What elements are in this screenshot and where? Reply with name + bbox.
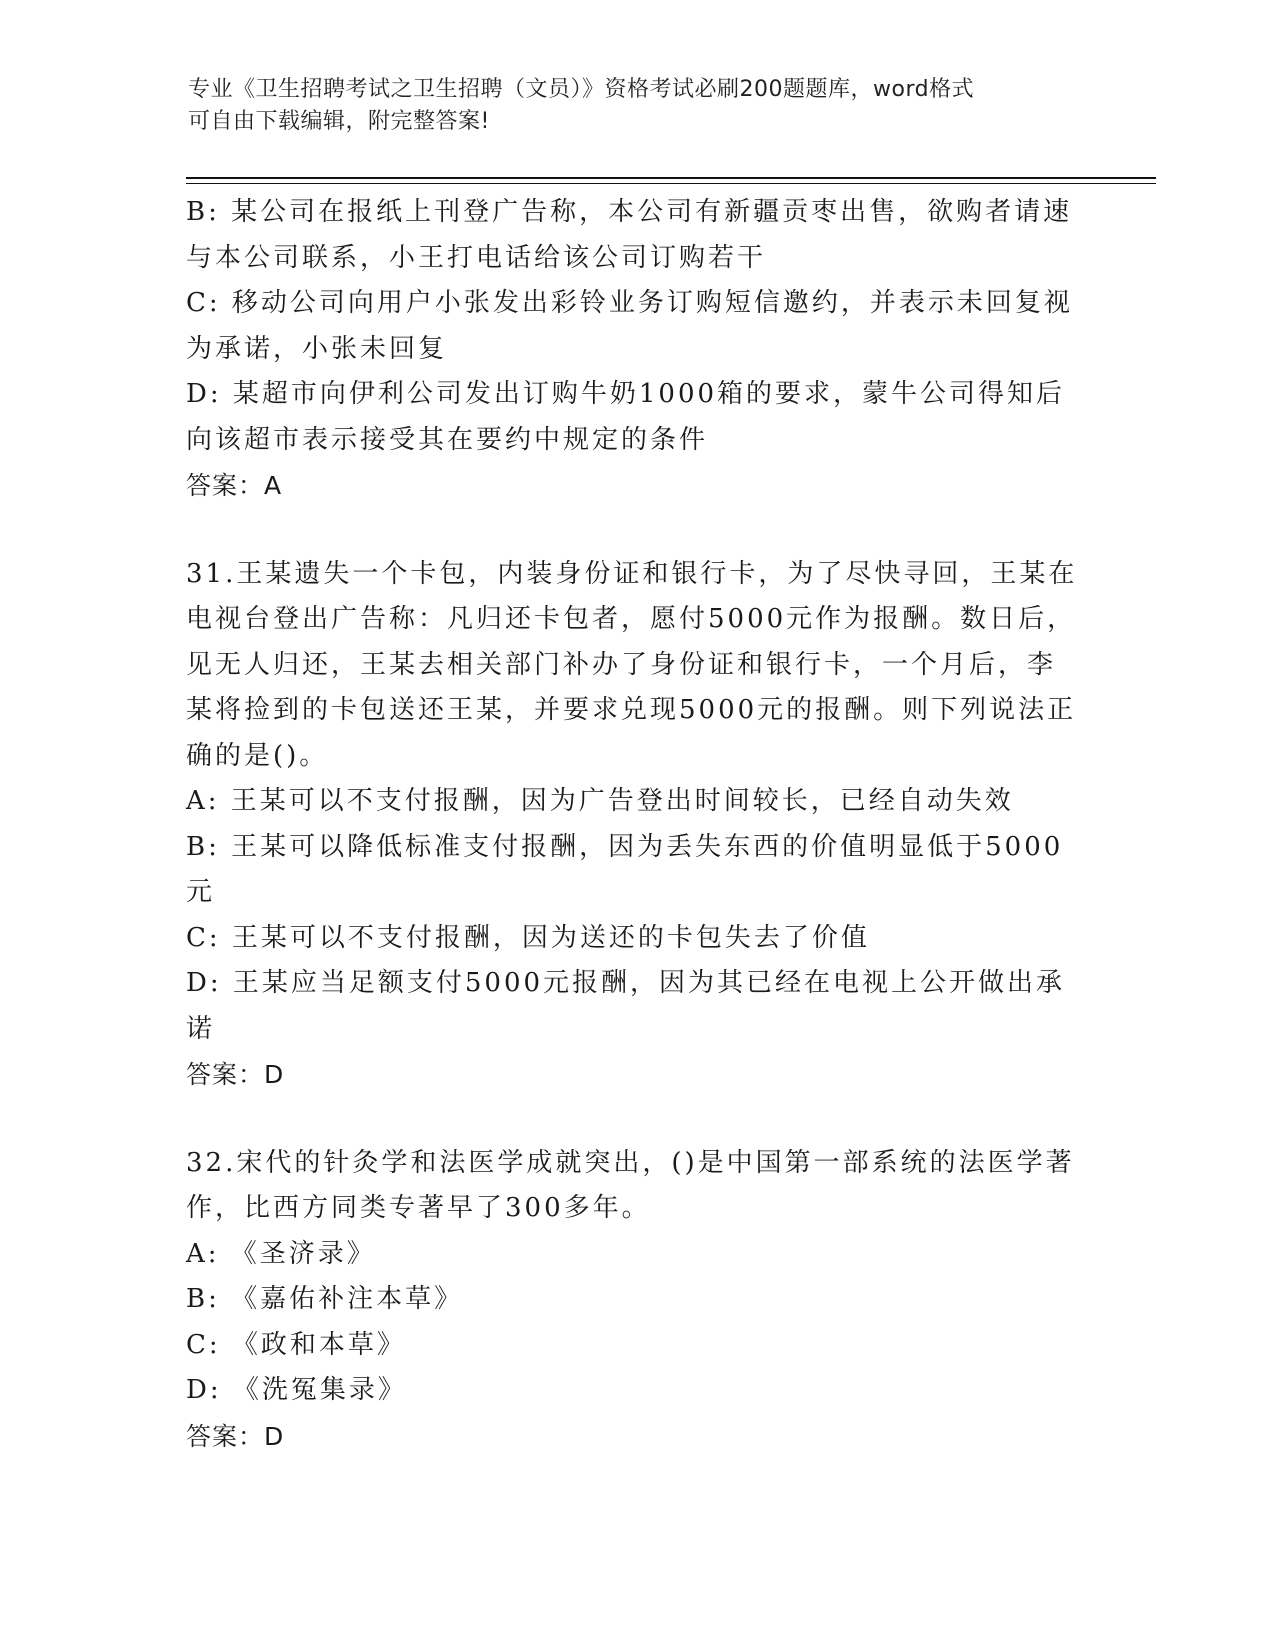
- option-b-line-1: B: 某公司在报纸上刊登广告称，本公司有新疆贡枣出售，欲购者请速: [186, 197, 1073, 227]
- question-content: [186, 190, 1086, 1459]
- question-stem-line-3: 见无人归还，王某去相关部门补办了身份证和银行卡，一个月后，李: [186, 649, 1057, 680]
- answer-label: 答案：D: [186, 1060, 285, 1089]
- header-rule-thick: [186, 177, 1156, 179]
- option-c: C: 《政和本草》: [186, 1329, 406, 1360]
- option-b-line-2: 与本公司联系，小王打电话给该公司订购若干: [186, 242, 767, 273]
- option-d-line-1: D: 某超市向伊利公司发出订购牛奶1000箱的要求，蒙牛公司得知后: [186, 379, 1066, 409]
- option-c-line-2: 为承诺，小张未回复: [186, 333, 448, 364]
- question-stem-line-1: 32.宋代的针灸学和法医学成就突出，()是中国第一部系统的法医学著: [186, 1147, 1075, 1178]
- header-rule-thin: [186, 183, 1156, 184]
- header-line-2: 可自由下载编辑，附完整答案!: [188, 109, 490, 134]
- option-b-line-2: 元: [186, 877, 216, 907]
- option-d-line-2: 诺: [186, 1013, 216, 1044]
- question-31: [186, 552, 1086, 1098]
- page-header: [188, 74, 1068, 138]
- option-c-line-1: C: 移动公司向用户小张发出彩铃业务订购短信邀约，并表示未回复视: [186, 288, 1073, 318]
- question-stem-line-2: 电视台登出广告称：凡归还卡包者，愿付5000元作为报酬。数日后，: [186, 604, 1077, 634]
- option-d-line-1: D: 王某应当足额支付5000元报酬，因为其已经在电视上公开做出承: [186, 968, 1066, 998]
- answer-label: 答案：D: [186, 1421, 285, 1451]
- question-stem-line-5: 确的是()。: [186, 740, 329, 771]
- question-stem-line-4: 某将捡到的卡包送还王某，并要求兑现5000元的报酬。则下列说法正: [186, 695, 1077, 725]
- question-stem-line-1: 31.王某遗失一个卡包，内装身份证和银行卡，为了尽快寻回，王某在: [186, 558, 1078, 589]
- answer-label: 答案：A: [186, 471, 283, 500]
- question-gap: [186, 509, 1086, 552]
- option-a: A: 王某可以不支付报酬，因为广告登出时间较长，已经自动失效: [186, 786, 1014, 816]
- option-a: A: 《圣济录》: [186, 1238, 376, 1269]
- question-30: [186, 190, 1086, 509]
- option-d-line-2: 向该超市表示接受其在要约中规定的条件: [186, 424, 709, 455]
- header-line-1: 专业《卫生招聘考试之卫生招聘（文员）》资格考试必刷200题题库，word格式: [188, 77, 975, 102]
- question-gap: [186, 1098, 1086, 1141]
- option-b: B: 《嘉佑补注本草》: [186, 1284, 464, 1314]
- question-32: [186, 1141, 1086, 1460]
- option-d: D: 《洗冤集录》: [186, 1375, 407, 1405]
- option-c: C: 王某可以不支付报酬，因为送还的卡包失去了价值: [186, 922, 870, 953]
- question-stem-line-2: 作，比西方同类专著早了300多年。: [186, 1193, 651, 1223]
- option-b-line-1: B: 王某可以降低标准支付报酬，因为丢失东西的价值明显低于5000: [186, 831, 1064, 862]
